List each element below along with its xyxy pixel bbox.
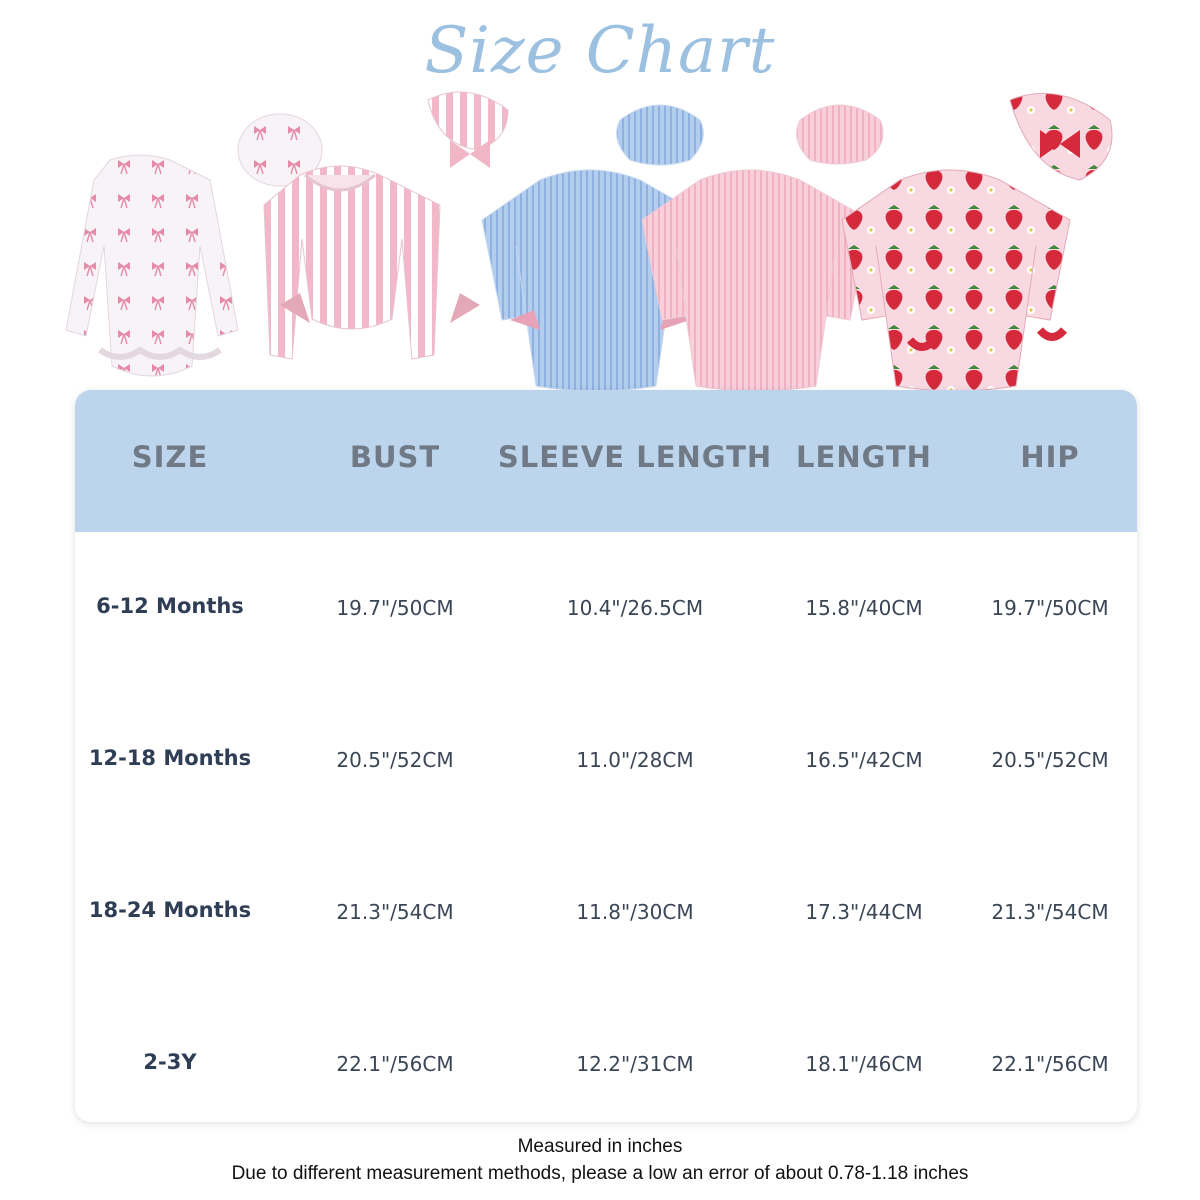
cell-bust: 21.3"/54CM: [336, 900, 454, 924]
cell-size: 6-12 Months: [96, 594, 244, 618]
cell-length: 17.3"/44CM: [805, 900, 923, 924]
size-table: [75, 390, 1137, 1122]
cell-bust: 22.1"/56CM: [336, 1052, 454, 1076]
header-sleeve-length: SLEEVE LENGTH: [497, 440, 773, 474]
cell-size: 18-24 Months: [88, 898, 252, 922]
header-length: LENGTH: [796, 440, 932, 474]
cell-length: 18.1"/46CM: [805, 1052, 923, 1076]
cell-sleeve-length: 12.2"/31CM: [576, 1052, 694, 1076]
cell-sleeve-length: 10.4"/26.5CM: [566, 596, 704, 620]
cell-hip: 19.7"/50CM: [991, 596, 1109, 620]
cell-bust: 19.7"/50CM: [336, 596, 454, 620]
page-title: Size Chart: [424, 14, 776, 88]
cell-sleeve-length: 11.0"/28CM: [576, 748, 694, 772]
cell-size: 2-3Y: [143, 1050, 197, 1074]
cell-sleeve-length: 11.8"/30CM: [576, 900, 694, 924]
cell-hip: 20.5"/52CM: [991, 748, 1109, 772]
table-header: [75, 390, 1137, 532]
header-size: SIZE: [131, 440, 209, 474]
cell-length: 15.8"/40CM: [805, 596, 923, 620]
disclaimer-note: Due to different measurement methods, please a low an error of about 0.78-1.18 inches: [231, 1163, 969, 1184]
product-images: [40, 80, 1160, 390]
cell-length: 16.5"/42CM: [805, 748, 923, 772]
cell-hip: 21.3"/54CM: [991, 900, 1109, 924]
header-hip: HIP: [1020, 440, 1080, 474]
cell-hip: 22.1"/56CM: [991, 1052, 1109, 1076]
cell-bust: 20.5"/52CM: [336, 748, 454, 772]
measured-note: Measured in inches: [517, 1136, 683, 1157]
header-bust: BUST: [349, 440, 441, 474]
cell-size: 12-18 Months: [88, 746, 252, 770]
